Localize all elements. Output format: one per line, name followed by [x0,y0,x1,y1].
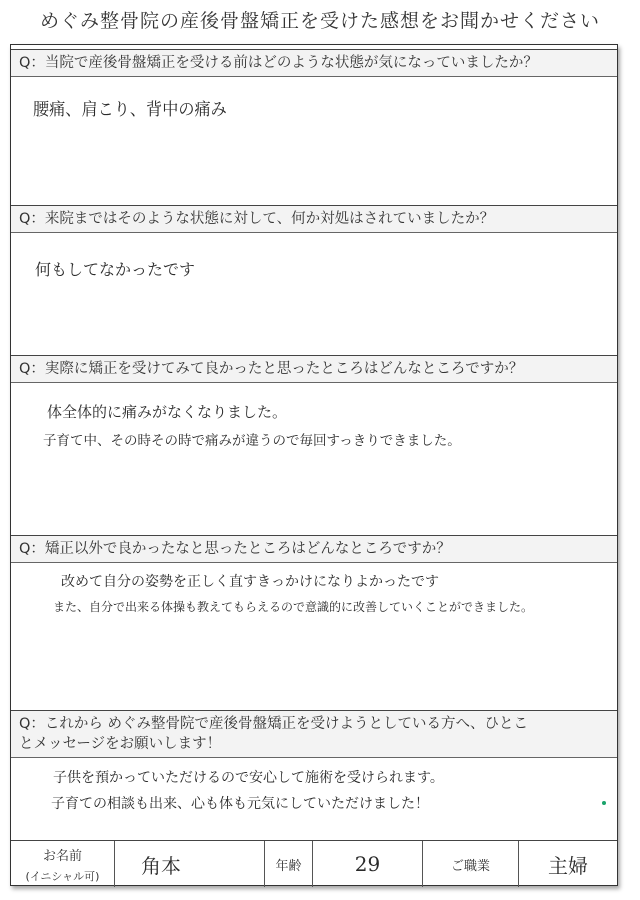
job-label: ご職業 [450,858,490,874]
answer-4-line-2: また、自分で出来る体操も教えてもらえるので意識的に改善していくことができました。 [53,600,534,614]
question-3: Q：実際に矯正を受けてみて良かったと思ったところはどんなところですか？ [11,355,617,383]
name-value-cell [115,841,265,887]
answer-5-line-2: 子育ての相談も出来、心も体も元気にしていただけました！ [51,796,429,812]
age-label-cell [265,841,313,887]
job-label-cell [423,841,519,887]
question-5-line-1: Q：これから めぐみ整骨院で産後骨盤矯正を受けようとしている方へ、ひとこ [19,716,529,732]
name-sub-label: (イニシャル可) [25,869,100,883]
answer-4-line-1: 改めて自分の姿勢を正しく直すきっかけになりよかったです [61,574,439,590]
answer-5-line-1: 子供を預かっていただけるので安心して施術を受けられます。 [53,770,444,786]
answer-1-line-1: 腰痛、肩こり、背中の痛み [33,100,227,120]
job-value-cell [519,841,617,887]
job-value: 主婦 [548,853,588,878]
question-5 [11,710,617,758]
age-label: 年齢 [275,858,302,874]
name-label-cell [11,841,115,887]
page-title: めぐみ整骨院の産後骨盤矯正を受けた感想をお聞かせください [39,10,600,32]
name-label: お名前 [42,848,82,864]
question-5-line-2: とメッセージをお願いします！ [19,736,222,752]
question-4: Q：矯正以外で良かったなと思ったところはどんなところですか？ [11,535,617,563]
age-value-cell [313,841,423,887]
name-value: 角本 [141,853,181,878]
answer-2-line-1: 何もしてなかったです [35,260,196,279]
footer-row [11,840,617,887]
ink-dot [602,801,606,805]
age-value: 29 [354,852,381,876]
answer-3-line-1: 体全体的に痛みがなくなりました。 [47,403,288,421]
answer-3-line-2: 子育て中、その時その時で痛みが違うので毎回すっきりできました。 [43,433,461,449]
question-2: Q：来院まではそのような状態に対して、何か対処はされていましたか？ [11,205,617,233]
survey-sheet [10,44,618,886]
question-1: Q：当院で産後骨盤矯正を受ける前はどのような状態が気になっていましたか？ [11,49,617,77]
